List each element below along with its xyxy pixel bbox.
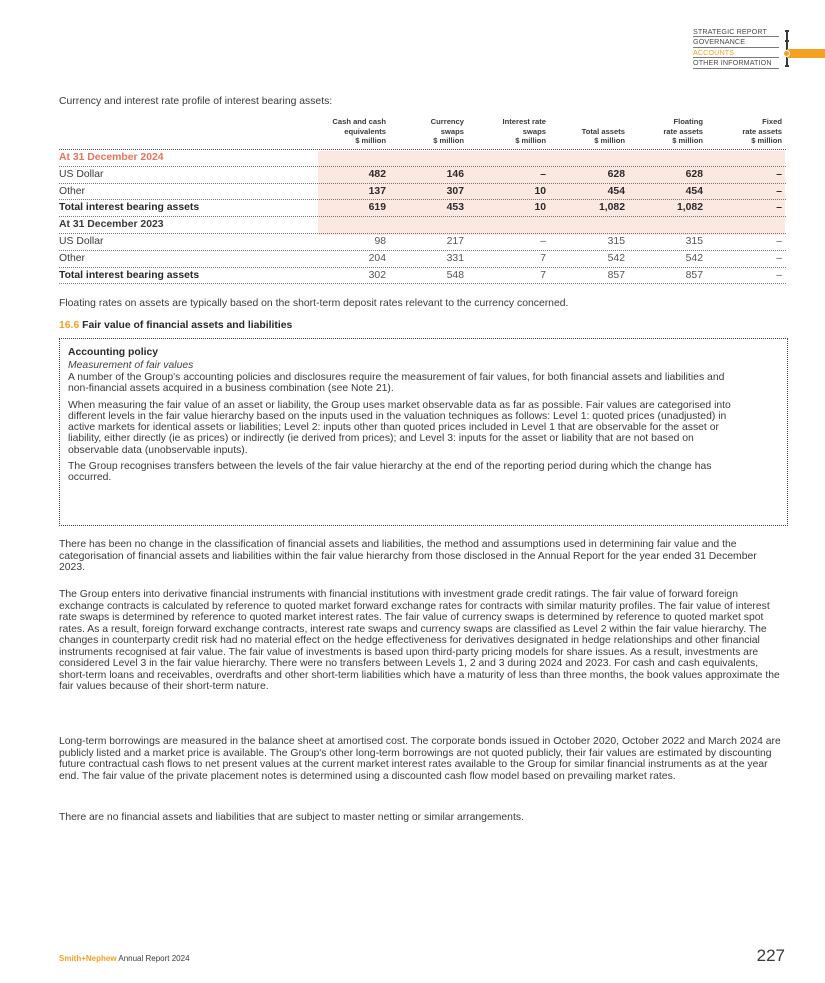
accounting-policy-box [59,338,788,526]
nav-active-bar [787,49,825,58]
nav-governance[interactable]: GOVERNANCE [693,37,779,47]
page-number: 227 [756,946,785,965]
policy-paragraph: A number of the Group's accounting policies and disclosures require the measurement of fair values, for both financial assets and liabilities and non-financial assets acquired in a business combination (see Note 21). [68,372,725,395]
col-header-interest-rate-swaps: Interest rate swaps $ million [502,117,546,145]
nav-indicator-line [786,30,788,66]
interest-bearing-assets-table [59,117,786,284]
nav-active-dot-icon [783,50,790,57]
policy-subtitle: Measurement of fair values [68,360,194,371]
nav-tick [785,65,790,67]
table-row: US Dollar 98 217 – 315 315 – [59,234,786,251]
nav-accounts[interactable]: ACCOUNTS [693,48,779,58]
section-title: Fair value of financial assets and liabilities [82,320,293,331]
body-paragraph: There are no financial assets and liabilities that are subject to master netting or similar arrangements. [59,812,524,823]
table-row: Other 204 331 7 542 542 – [59,251,786,268]
table-row: Other 137 307 10 454 454 – [59,184,786,201]
section-nav [693,27,825,69]
policy-title: Accounting policy [68,347,159,358]
col-header-cash: Cash and cash equivalents $ million [332,117,386,145]
section-header-2023: At 31 December 2023 [59,217,786,234]
footer [59,954,190,963]
body-paragraph: There has been no change in the classification of financial assets and liabilities, the method and assumptions used in determining fair value and the categorisation of financial assets and liabilities within the fair value hierarchy from those disclosed in the Annual Report for the year ended 31 December 2023. [59,539,757,573]
table-intro: Currency and interest rate profile of interest bearing assets: [59,96,333,107]
nav-other-information[interactable]: OTHER INFORMATION [693,58,779,68]
section-heading [59,320,292,331]
table-header [59,117,786,150]
body-paragraph: Long-term borrowings are measured in the balance sheet at amortised cost. The corporate bonds issued in October 2020, October 2022 and March 2024 are publicly listed and a market price is available. The Group's other long-term borrowings are not quoted publicly, their fair values are estimated by discounting future contractual cash flows to net present values at the current market interest rates available to the Group for similar financial instruments as at the year end. The fair value of the private placement notes is determined using a discounted cash flow model based on prevailing market rates. [59,736,781,782]
col-header-floating: Floating rate assets $ million [663,117,703,145]
total-row-2023: Total interest bearing assets 302 548 7 857 857 – [59,268,786,285]
total-row-2024: Total interest bearing assets 619 453 10 1,082 1,082 – [59,200,786,217]
section-header-2024: At 31 December 2024 [59,150,786,167]
table-row: US Dollar 482 146 – 628 628 – [59,167,786,184]
body-paragraph: The Group enters into derivative financial instruments with financial institutions with investment grade credit ratings. The fair value of forward foreign exchange contracts is calculated by reference to quoted market forward exchange rates for contracts with similar maturity profiles. The fair value of interest rate swaps is determined by reference to quoted market interest rates. The fair value of currency swaps is determined by reference to quoted market spot rates. As a result, foreign forward exchange contracts, interest rate swaps and currency swaps are classified as Level 2 within the fair value hierarchy. The changes in counterparty credit risk had no material effect on the hedge effectiveness for derivatives designated in hedge relationships and other financial instruments recognised at fair value. The fair value of investments is based upon third-party pricing models for share issues. As a result, investments are considered Level 3 in the fair value hierarchy. There were no transfers between Levels 1, 2 and 3 during 2024 and 2023. For cash and cash equivalents, short-term loans and receivables, overdrafts and other short-term liabilities which have a maturity of less than three months, the book values approximate the fair values because of their short-term nature. [59,589,780,692]
section-number: 16.6 [59,320,80,331]
col-header-fixed: Fixed rate assets $ million [742,117,782,145]
floating-rates-note: Floating rates on assets are typically based on the short-term deposit rates relevant to the currency concerned. [59,298,569,309]
col-header-total-assets: Total assets $ million [581,126,625,145]
report-title: Annual Report 2024 [118,954,190,963]
nav-tick [785,30,790,32]
nav-tick [785,40,790,42]
policy-paragraph: When measuring the fair value of an asset or liability, the Group uses market observable data as far as possible. Fair values are categorised into different levels in the fair value hierarchy based on the inputs used in the valuation techniques as follows: Level 1: quoted prices (unadjusted) in active markets for identical assets or liabilities; Level 2: inputs other than quoted prices included in Level 1 that are observable for the asset or liability, either directly (ie as prices) or indirectly (ie derived from prices); and Level 3: inputs for the asset or liability that are not based on observable data (unobservable inputs). [68,399,731,456]
brand-name: Smith+Nephew [59,954,117,963]
col-header-currency-swaps: Currency swaps $ million [430,117,464,145]
nav-strategic-report[interactable]: STRATEGIC REPORT [693,27,779,37]
policy-paragraph: The Group recognises transfers between the levels of the fair value hierarchy at the end of the reporting period during which the change has occurred. [68,461,712,484]
